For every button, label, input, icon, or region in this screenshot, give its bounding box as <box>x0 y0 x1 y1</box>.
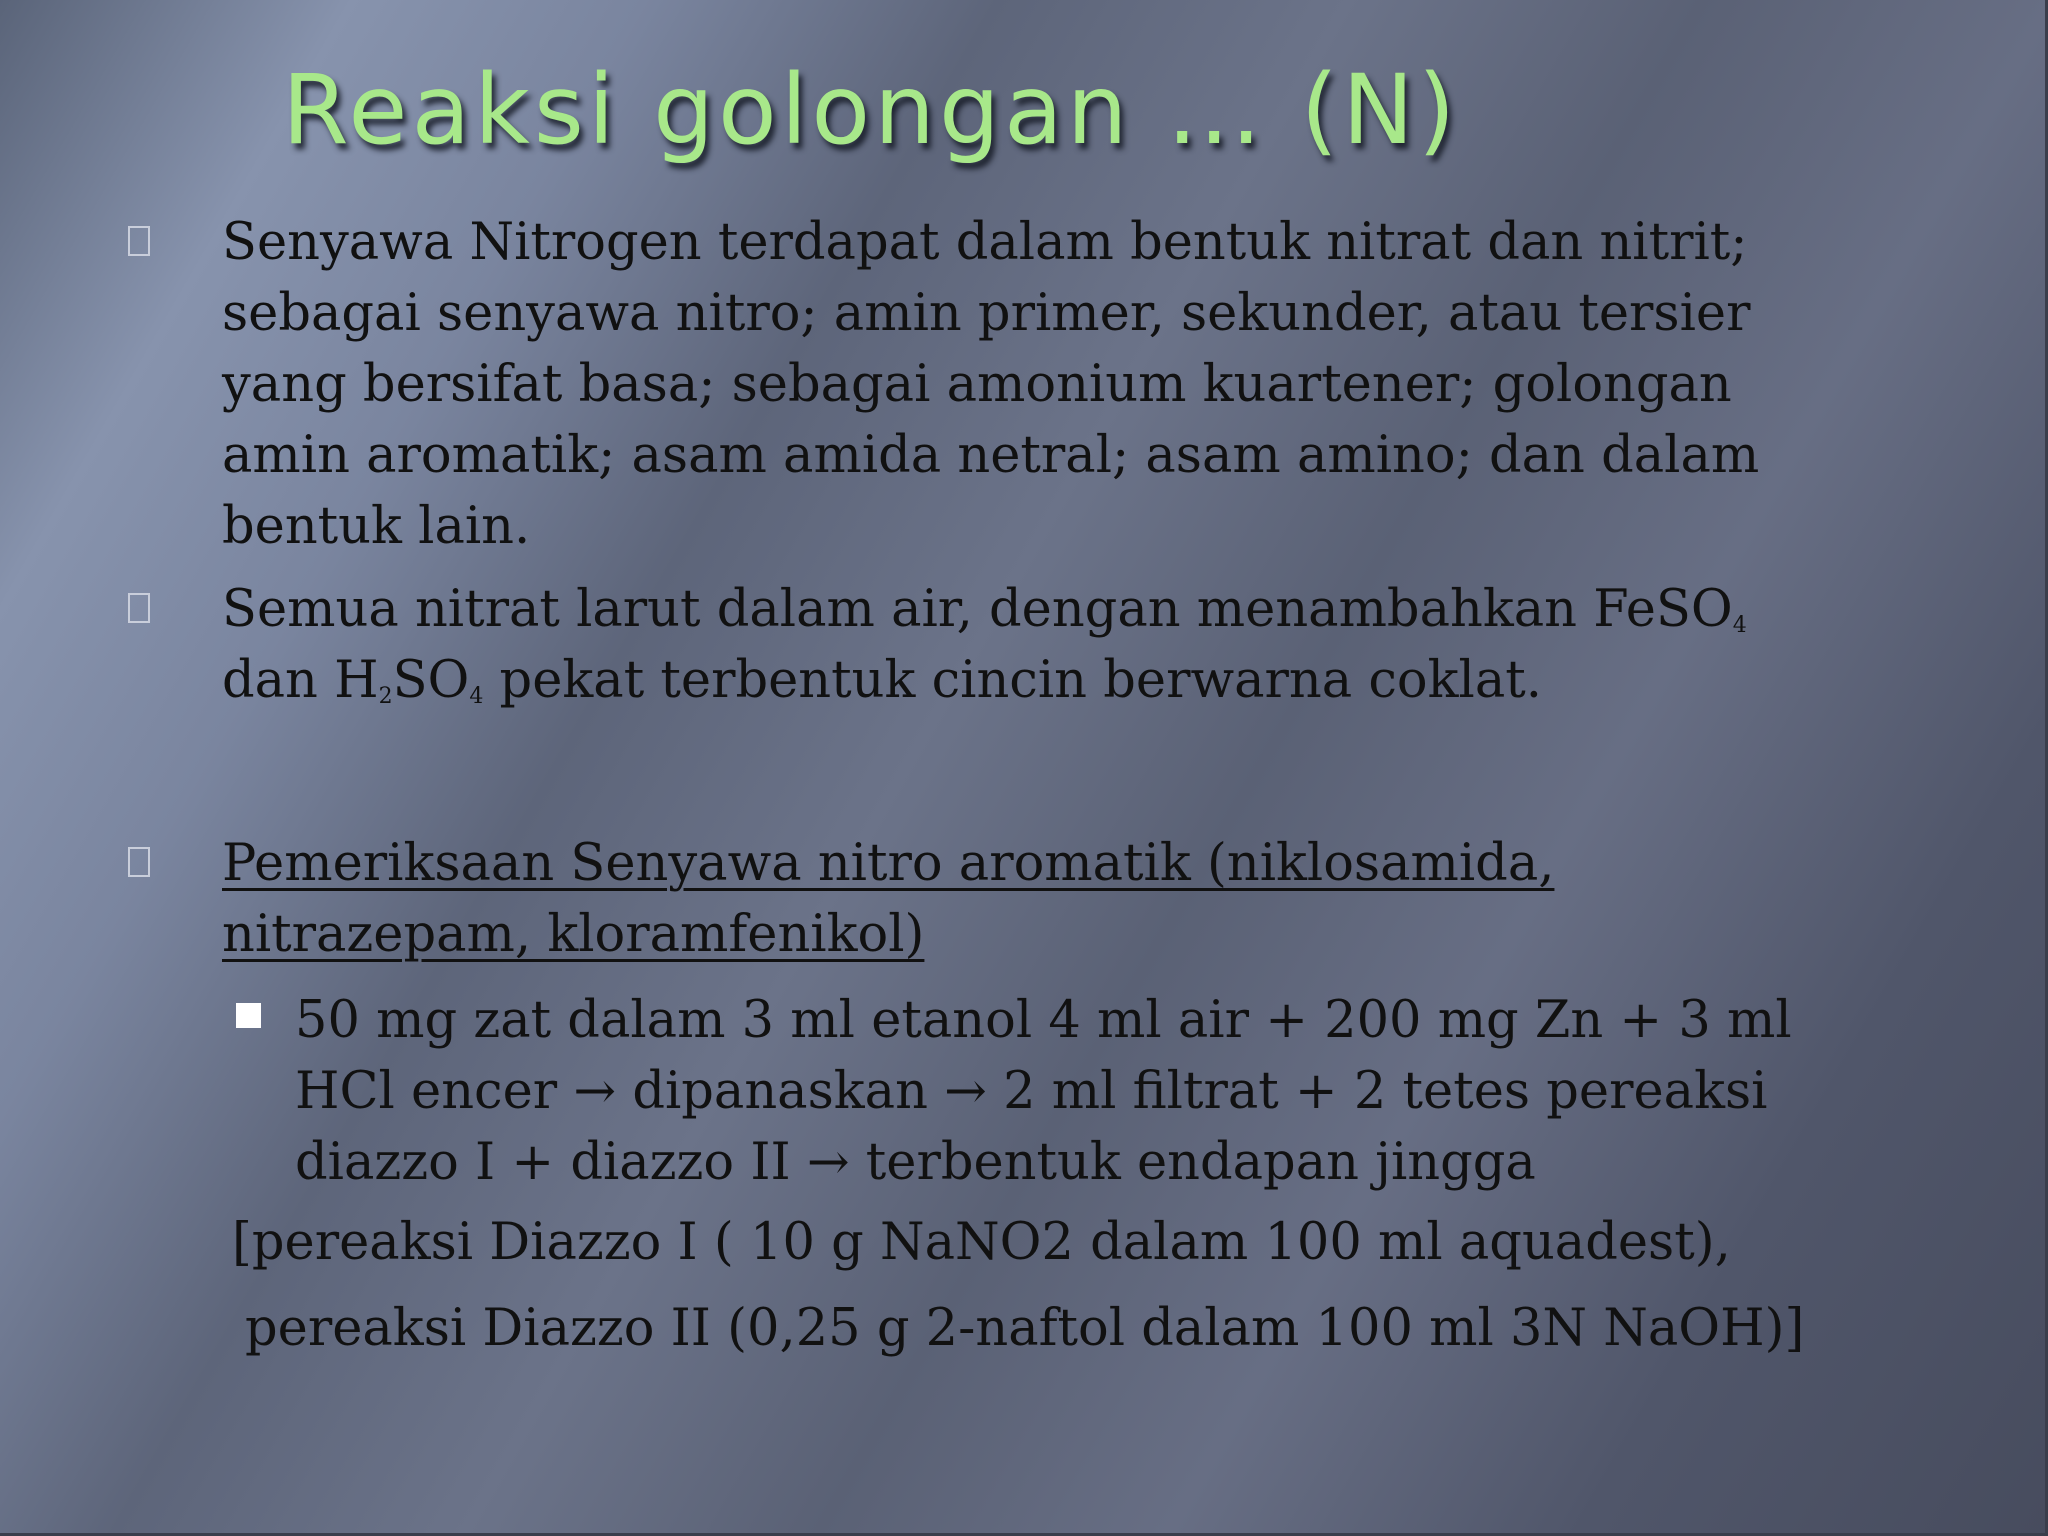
bullet-nitrate-test <box>222 574 1782 716</box>
nitrate-text-a: Semua nitrat larut dalam air, dengan menambahkan FeSO <box>222 580 1733 639</box>
subscript: 2 <box>378 684 393 709</box>
subscript: 4 <box>1732 613 1747 638</box>
nitrate-text-c: SO <box>392 651 470 710</box>
bullet-nitrogen-forms: Senyawa Nitrogen terdapat dalam bentuk nitrat dan nitrit; sebagai senyawa nitro; amin primer, sekunder, atau tersier yang bersifat basa; sebagai amonium kuartener; golongan amin aromatik; asam amida netral; asam amino; dan dalam bentuk lain. <box>222 213 1760 556</box>
bullet-marker <box>128 226 150 256</box>
bullet-marker <box>128 847 150 877</box>
square-bullet-icon <box>236 1003 261 1028</box>
nitrate-text-b: dan H <box>222 651 379 710</box>
reagent-note-line1: [pereaksi Diazzo I ( 10 g NaNO2 dalam 100 ml aquadest), <box>232 1213 1731 1272</box>
bullet-nitro-aromatic-heading: Pemeriksaan Senyawa nitro aromatik (niklosamida, nitrazepam, kloramfenikol) <box>222 834 1555 964</box>
bullet-marker <box>128 593 150 623</box>
sub-bullet-procedure: 50 mg zat dalam 3 ml etanol 4 ml air + 200 mg Zn + 3 ml HCl encer → dipanaskan → 2 ml filtrat + 2 tetes pereaksi diazzo I + diazzo II → terbentuk endapan jingga <box>295 991 1792 1192</box>
nitrate-text-d: pekat terbentuk cincin berwarna coklat. <box>483 651 1542 710</box>
slide-title: Reaksi golongan … (N) <box>282 54 1460 166</box>
subscript: 4 <box>469 684 484 709</box>
reagent-note-line2: pereaksi Diazzo II (0,25 g 2-naftol dalam 100 ml 3N NaOH)] <box>245 1299 1805 1358</box>
